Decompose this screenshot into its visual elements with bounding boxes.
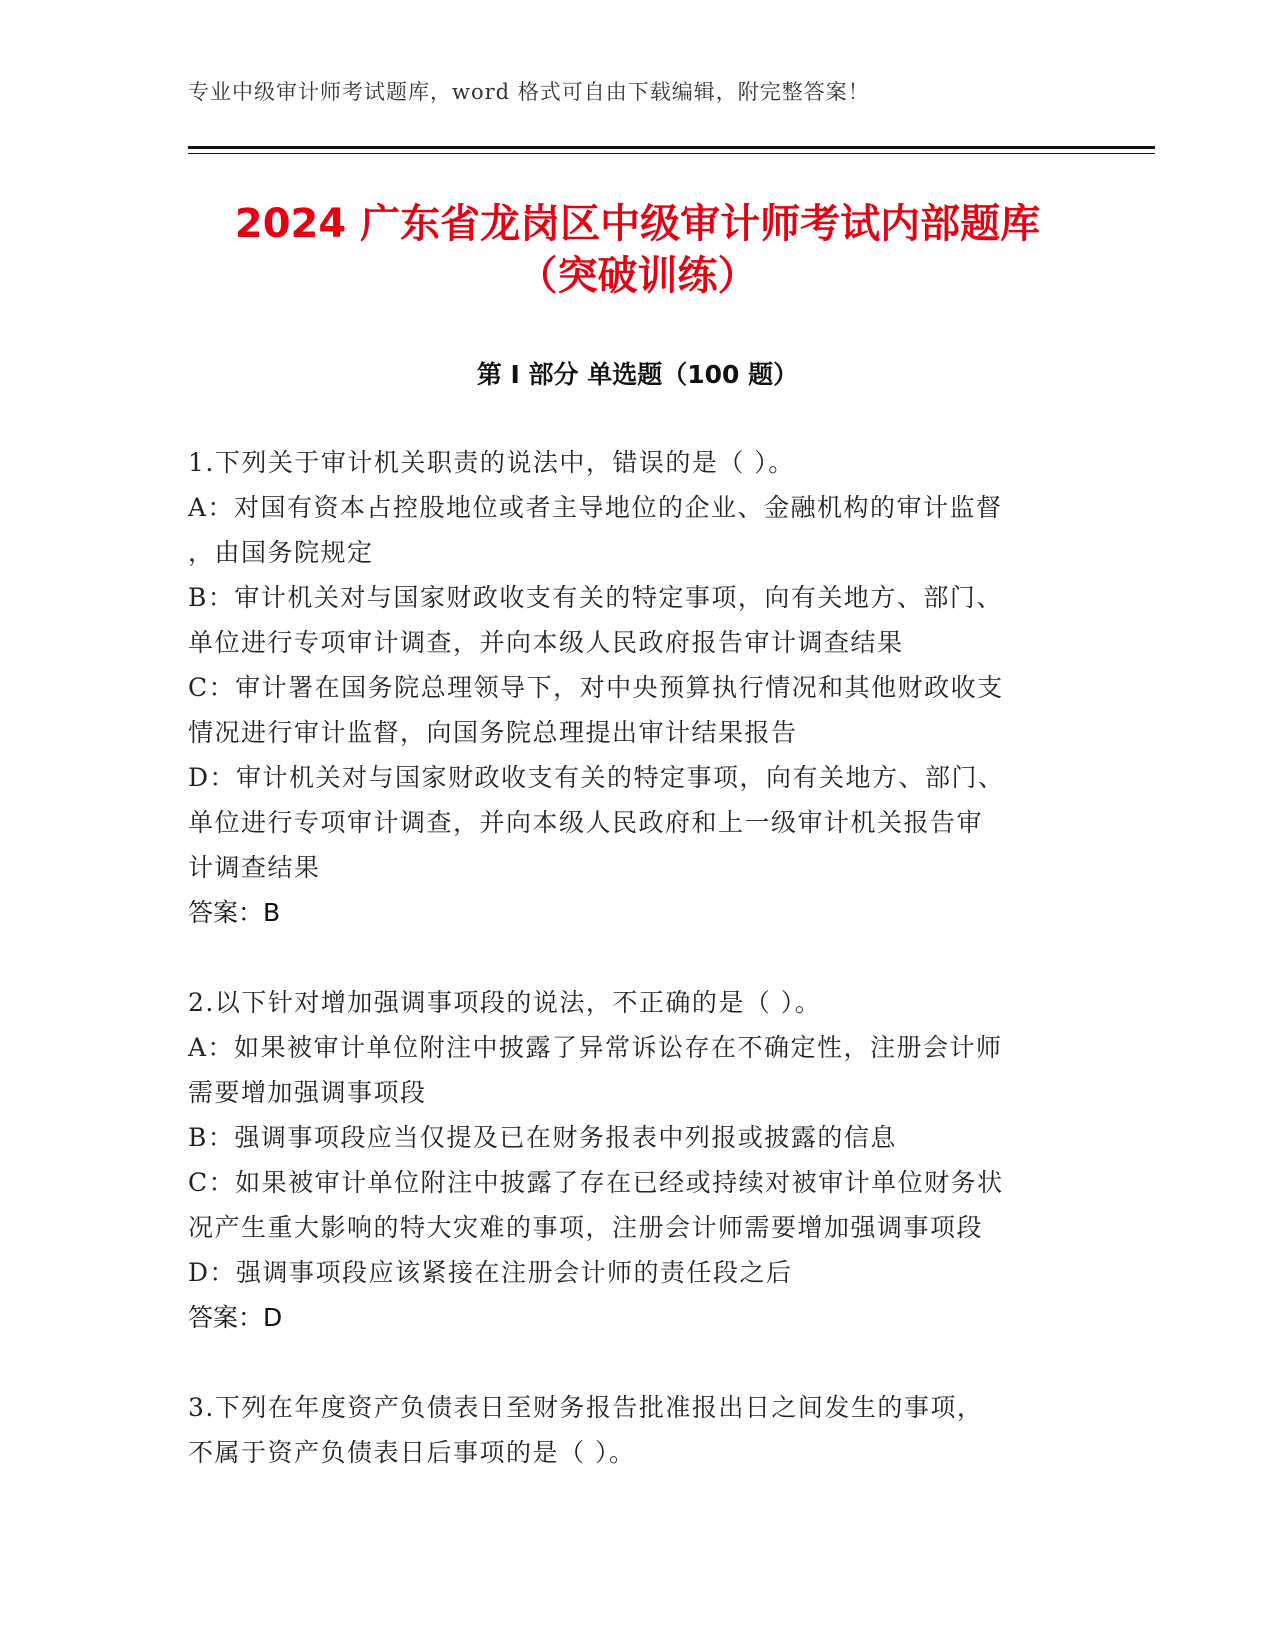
question-1-option-a-cont: ，由国务院规定 xyxy=(188,538,374,567)
question-1-option-d: D：审计机关对与国家财政收支有关的特定事项，向有关地方、部门、 xyxy=(188,763,1005,792)
question-3-stem: 3.下列在年度资产负债表日至财务报告批准报出日之间发生的事项， xyxy=(188,1393,984,1422)
question-1-option-a: A：对国有资本占控股地位或者主导地位的企业、金融机构的审计监督 xyxy=(188,493,1003,522)
question-2 xyxy=(188,980,1088,1340)
question-2-option-c: C：如果被审计单位附注中披露了存在已经或持续对被审计单位财务状 xyxy=(188,1168,1004,1197)
section-heading: 第 I 部分 单选题（100 题） xyxy=(476,360,799,389)
question-2-option-c-cont: 况产生重大影响的特大灾难的事项，注册会计师需要增加强调事项段 xyxy=(188,1213,984,1242)
question-1-option-c-cont: 情况进行审计监督，向国务院总理提出审计结果报告 xyxy=(188,718,798,747)
question-1-option-d-cont-2: 计调查结果 xyxy=(188,853,321,882)
question-3-stem-cont: 不属于资产负债表日后事项的是（ ）。 xyxy=(188,1438,636,1467)
question-2-option-a: A：如果被审计单位附注中披露了异常诉讼存在不确定性，注册会计师 xyxy=(188,1033,1003,1062)
question-2-option-b: B：强调事项段应当仅提及已在财务报表中列报或披露的信息 xyxy=(188,1123,897,1152)
question-1-option-b-cont: 单位进行专项审计调查，并向本级人民政府报告审计调查结果 xyxy=(188,628,904,657)
document-title xyxy=(0,198,1275,302)
question-1-option-c: C：审计署在国务院总理领导下，对中央预算执行情况和其他财政收支 xyxy=(188,673,1004,702)
question-2-stem: 2.以下针对增加强调事项段的说法，不正确的是（ ）。 xyxy=(188,988,822,1017)
question-1 xyxy=(188,440,1088,935)
question-1-stem: 1.下列关于审计机关职责的说法中，错误的是（ ）。 xyxy=(188,448,795,477)
question-3 xyxy=(188,1385,1088,1475)
question-1-answer: 答案：B xyxy=(188,898,281,927)
header-note: 专业中级审计师考试题库，word 格式可自由下载编辑，附完整答案！ xyxy=(188,80,870,104)
title-line-1: 2024 广东省龙岗区中级审计师考试内部题库 xyxy=(234,201,1041,247)
question-2-answer: 答案：D xyxy=(188,1303,283,1332)
question-2-option-d: D：强调事项段应该紧接在注册会计师的责任段之后 xyxy=(188,1258,793,1287)
question-1-option-b: B：审计机关对与国家财政收支有关的特定事项，向有关地方、部门、 xyxy=(188,583,1003,612)
question-1-option-d-cont: 单位进行专项审计调查，并向本级人民政府和上一级审计机关报告审 xyxy=(188,808,984,837)
header-rule-thin xyxy=(188,153,1155,154)
header-rule-thick xyxy=(188,146,1155,149)
title-line-2: （突破训练） xyxy=(517,253,758,299)
question-list xyxy=(188,440,1088,1520)
question-2-option-a-cont: 需要增加强调事项段 xyxy=(188,1078,427,1107)
